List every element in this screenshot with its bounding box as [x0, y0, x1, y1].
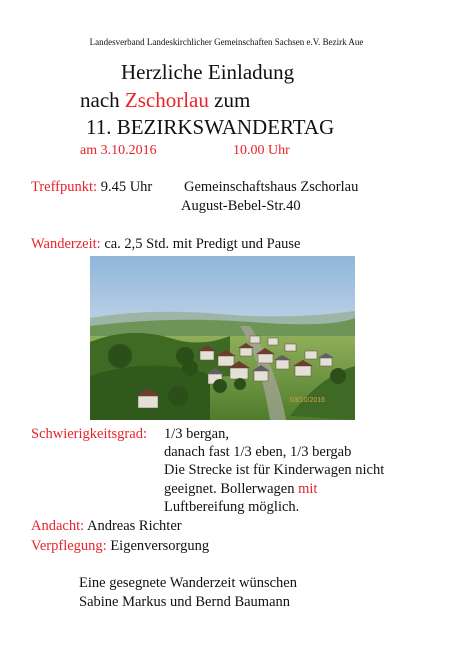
- devotion-label: Andacht:: [31, 518, 85, 534]
- event-name: 11. BEZIRKSWANDERTAG: [86, 115, 335, 139]
- invitation-destination: [80, 88, 250, 113]
- catering-label: Verpflegung:: [31, 538, 107, 554]
- closing-line-1: Eine gesegnete Wanderzeit wünschen: [79, 575, 297, 591]
- difficulty-line-4: [164, 481, 317, 498]
- meeting-time: 9.45 Uhr: [100, 179, 153, 195]
- invitation-title: Herzliche Einladung: [121, 60, 295, 84]
- devotion-value: Andreas Richter: [86, 518, 182, 534]
- destination-suffix: zum: [208, 88, 251, 112]
- difficulty-line-5: Luftbereifung möglich.: [164, 499, 300, 515]
- duration-row: [31, 236, 300, 253]
- meeting-label-text: Treffpunkt:: [31, 179, 98, 195]
- difficulty-line-3: Die Strecke ist für Kinderwagen nicht: [164, 462, 385, 478]
- meeting-label: [31, 179, 152, 196]
- meeting-address: August-Bebel-Str.40: [181, 198, 301, 214]
- devotion-row: [31, 518, 182, 535]
- event-date: am 3.10.2016: [80, 143, 157, 158]
- organization-header: Landesverband Landeskirchlicher Gemeinschaften Sachsen e.V. Bezirk Aue: [89, 37, 364, 47]
- difficulty-line-4-highlight: mit: [298, 481, 318, 497]
- duration-label: Wanderzeit:: [31, 236, 101, 252]
- catering-value: Eigenversorgung: [110, 538, 210, 554]
- destination-prefix: nach: [80, 88, 125, 112]
- duration-value: ca. 2,5 Std. mit Predigt und Pause: [104, 236, 301, 252]
- catering-row: [31, 538, 209, 555]
- village-landscape-image: [90, 256, 355, 420]
- photo-date-stamp: 03/10/2016: [290, 397, 326, 404]
- closing-line-2: Sabine Markus und Bernd Baumann: [79, 594, 291, 610]
- difficulty-line-2: danach fast 1/3 eben, 1/3 bergab: [164, 444, 352, 460]
- difficulty-label: Schwierigkeitsgrad:: [31, 426, 147, 442]
- destination-place: Zschorlau: [124, 88, 209, 112]
- meeting-place: Gemeinschaftshaus Zschorlau: [184, 179, 359, 195]
- event-time: 10.00 Uhr: [233, 143, 290, 158]
- difficulty-line-4-text: geeignet. Bollerwagen: [164, 481, 299, 497]
- village-landscape-photo: [90, 256, 355, 420]
- difficulty-line-1: 1/3 bergan,: [164, 426, 229, 442]
